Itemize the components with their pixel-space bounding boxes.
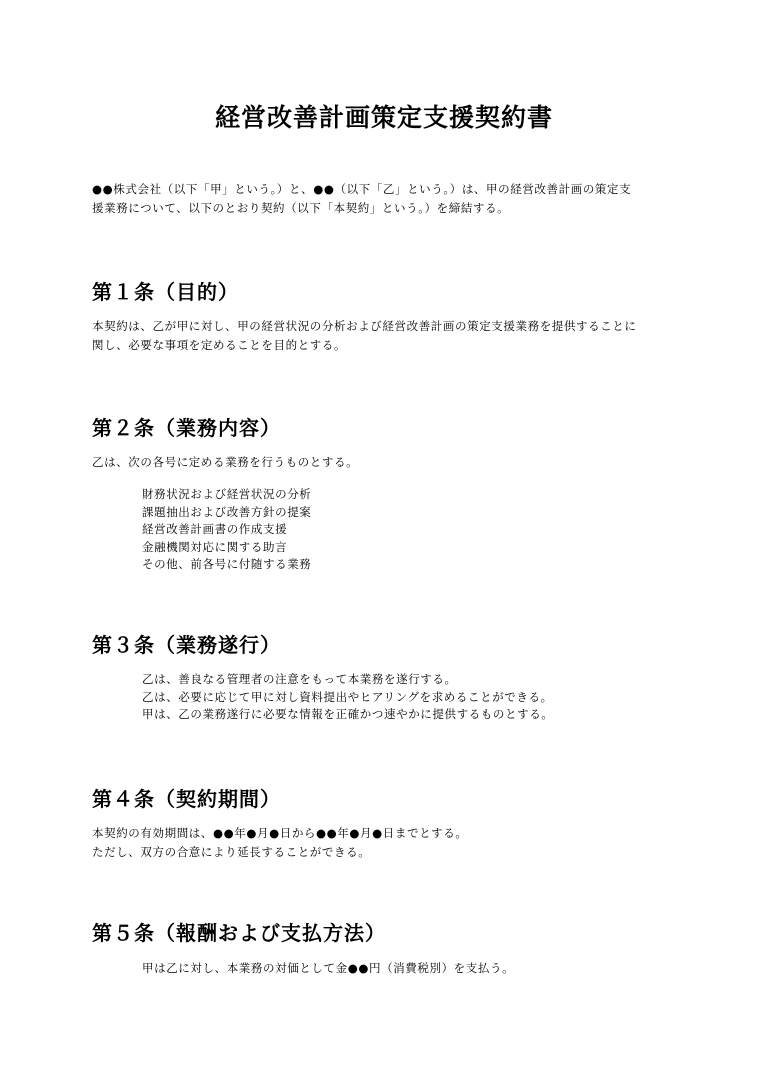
article-1-line: 関し、必要な事項を定めることを目的とする。 bbox=[92, 338, 347, 352]
list-item: 金融機関対応に関する助言 bbox=[142, 539, 288, 554]
article-2-heading: 第２条（業務内容） bbox=[92, 416, 281, 440]
article-4-heading: 第４条（契約期間） bbox=[92, 787, 281, 811]
article-2-lead: 乙は、次の各号に定める業務を行うものとする。 bbox=[92, 455, 359, 469]
list-item: 経営改善計画書の作成支援 bbox=[142, 522, 288, 536]
article-1-heading: 第１条（目的） bbox=[92, 280, 239, 304]
article-4-line: 本契約の有効期間は、●●年●月●日から●●年●月●日までとする。 bbox=[92, 826, 468, 840]
list-item: 財務状況および経営状況の分析 bbox=[142, 487, 312, 501]
article-3-list bbox=[142, 671, 702, 724]
article-2-list bbox=[142, 486, 702, 574]
article-5-heading: 第５条（報酬および支払方法） bbox=[92, 921, 386, 945]
list-item: 課題抽出および改善方針の提案 bbox=[142, 504, 312, 519]
article-1-line: 本契約は、乙が甲に対し、甲の経営状況の分析および経営改善計画の策定支援業務を提供することに bbox=[92, 319, 637, 333]
intro-line: ●●株式会社（以下「甲」という。）と、●●（以下「乙」という。）は、甲の経営改善計画の策定支 bbox=[92, 182, 632, 196]
article-1-body bbox=[92, 317, 692, 355]
list-item: 乙は、必要に応じて甲に対し資料提出やヒアリングを求めることができる。 bbox=[142, 689, 553, 704]
article-5-list bbox=[142, 960, 702, 978]
list-item: 甲は、乙の業務遂行に必要な情報を正確かつ速やかに提供するものとする。 bbox=[142, 707, 554, 721]
intro-line: 援業務について、以下のとおり契約（以下「本契約」という。）を締結する。 bbox=[92, 201, 510, 215]
article-3-heading: 第３条（業務遂行） bbox=[92, 633, 281, 657]
intro-paragraph bbox=[92, 180, 692, 218]
list-item: その他、前各号に付随する業務 bbox=[142, 557, 312, 571]
list-item: 甲は乙に対し、本業務の対価として金●●円（消費税別）を支払う。 bbox=[142, 961, 515, 975]
list-item: 乙は、善良なる管理者の注意をもって本業務を遂行する。 bbox=[142, 672, 457, 686]
article-4-body bbox=[92, 824, 692, 862]
article-4-line: ただし、双方の合意により延長することができる。 bbox=[92, 845, 371, 859]
document-title: 経営改善計画策定支援契約書 bbox=[214, 103, 553, 132]
